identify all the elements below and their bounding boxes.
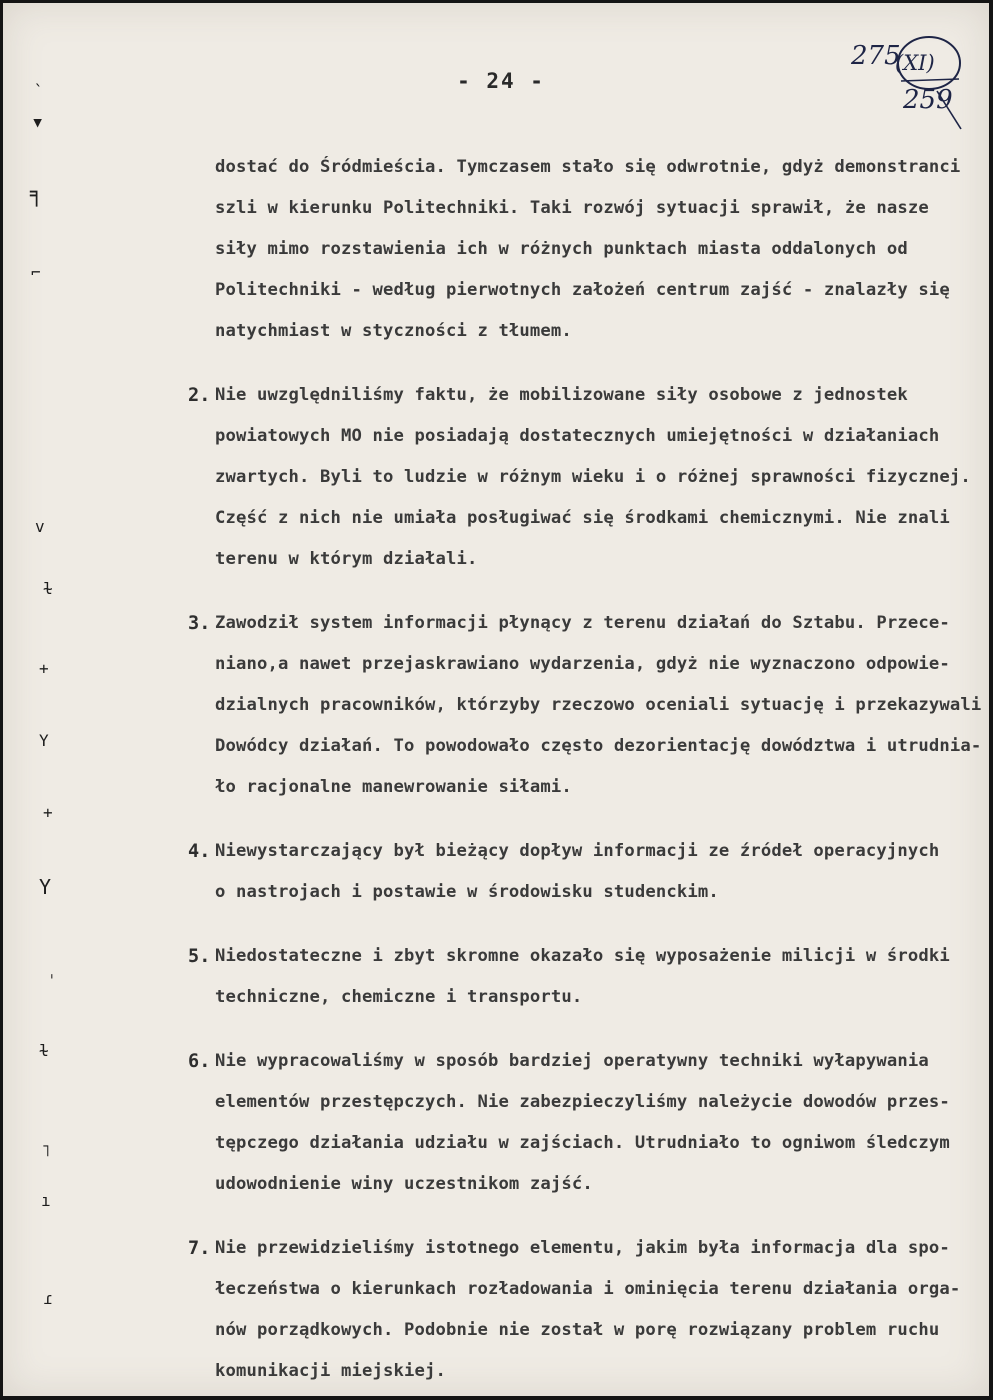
margin-tick-icon: ˌ — [47, 961, 57, 980]
text-line: terenu w którym działali. — [215, 549, 478, 569]
text-line: zwartych. Byli to ludzie w różnym wieku i o różnej sprawności fizycznej. — [215, 467, 971, 487]
text-line: o nastrojach i postawie w środowisku studenckim. — [215, 882, 719, 902]
page-number: - 24 - — [457, 69, 545, 93]
item-number: 7. — [188, 1238, 211, 1259]
margin-tick-icon: Y — [39, 875, 52, 899]
list-item — [188, 1228, 978, 1392]
archive-number-main: 275 — [851, 41, 901, 71]
text-line: Nie wypracowaliśmy w sposób bardziej operatywny techniki wyłapywania — [215, 1051, 929, 1071]
text-line: powiatowych MO nie posiadają dostatecznych umiejętności w działaniach — [215, 426, 940, 446]
margin-tick-icon: ɫ — [43, 579, 53, 598]
text-line: szli w kierunku Politechniki. Taki rozwój sytuacji sprawił, że nasze — [215, 198, 929, 218]
text-line: łeczeństwa o kierunkach rozładowania i ominięcia terenu działania orga- — [215, 1279, 961, 1299]
text-line: dostać do Śródmieścia. Tymczasem stało się odwrotnie, gdyż demonstranci — [215, 157, 961, 177]
text-line: Niedostateczne i zbyt skromne okazało się wyposażenie milicji w środki — [215, 946, 950, 966]
item-number: 4. — [188, 841, 211, 862]
archive-number-secondary: 259 — [903, 85, 953, 115]
margin-tick-icon: ╕ — [30, 182, 44, 207]
archive-number-stamp — [849, 33, 964, 133]
text-line: nów porządkowych. Podobnie nie został w porę rozwiązany problem ruchu — [215, 1320, 940, 1340]
list-item — [188, 1041, 978, 1205]
margin-tick-icon: ⌐ — [31, 263, 41, 282]
text-line: techniczne, chemiczne i transportu. — [215, 987, 583, 1007]
text-line: Politechniki - według pierwotnych założeń centrum zajść - znalazły się — [215, 280, 950, 300]
text-line: udowodnienie winy uczestnikom zajść. — [215, 1174, 593, 1194]
text-line: dzialnych pracowników, którzyby rzeczowo oceniali sytuację i przekazywali — [215, 695, 982, 715]
continuation-paragraph — [188, 147, 978, 352]
text-line: siły mimo rozstawienia ich w różnych punktach miasta oddalonych od — [215, 239, 908, 259]
archive-number-roman: (XI) — [895, 51, 935, 75]
text-line: Nie uwzględniliśmy faktu, że mobilizowane siły osobowe z jednostek — [215, 385, 908, 405]
text-line: Zawodził system informacji płynący z terenu działań do Sztabu. Przece- — [215, 613, 950, 633]
list-item — [188, 375, 978, 580]
item-number: 6. — [188, 1051, 211, 1072]
text-line: Nie przewidzieliśmy istotnego elementu, jakim była informacja dla spo- — [215, 1238, 950, 1258]
text-line: tępczego działania udziału w zajściach. Utrudniało to ogniwom śledczym — [215, 1133, 950, 1153]
text-line: Niewystarczający był bieżący dopływ informacji ze źródeł operacyjnych — [215, 841, 940, 861]
text-line: elementów przestępczych. Nie zabezpieczyliśmy należycie dowodów przes- — [215, 1092, 950, 1112]
margin-tick-icon: ı — [41, 1191, 51, 1210]
item-number: 3. — [188, 613, 211, 634]
margin-tick-icon: + — [39, 659, 49, 678]
item-number: 5. — [188, 946, 211, 967]
text-line: natychmiast w styczności z tłumem. — [215, 321, 572, 341]
text-line: niano,a nawet przejaskrawiano wydarzenia, gdyż nie wyznaczono odpowie- — [215, 654, 950, 674]
text-line: Część z nich nie umiała posługiwać się środkami chemicznymi. Nie znali — [215, 508, 950, 528]
margin-tick-icon: Y — [39, 731, 49, 750]
item-number: 2. — [188, 385, 211, 406]
margin-tick-icon: ɫ — [39, 1041, 49, 1060]
margin-tick-icon: ˥ — [41, 1141, 51, 1160]
margin-tick-icon: v — [35, 517, 45, 536]
text-line: ło racjonalne manewrowanie siłami. — [215, 777, 572, 797]
list-item — [188, 831, 978, 913]
text-line: Dowódcy działań. To powodowało często dezorientację dowództwa i utrudnia- — [215, 736, 982, 756]
text-line: komunikacji miejskiej. — [215, 1361, 446, 1381]
document-page — [3, 3, 989, 1396]
margin-tick-icon: ˎ — [33, 67, 43, 86]
list-item — [188, 603, 982, 808]
typed-text — [188, 147, 982, 1396]
list-item — [188, 936, 978, 1018]
margin-tick-icon: ɾ — [43, 1289, 53, 1308]
margin-tick-icon: ▾ — [31, 110, 45, 135]
margin-tick-icon: + — [43, 803, 53, 822]
